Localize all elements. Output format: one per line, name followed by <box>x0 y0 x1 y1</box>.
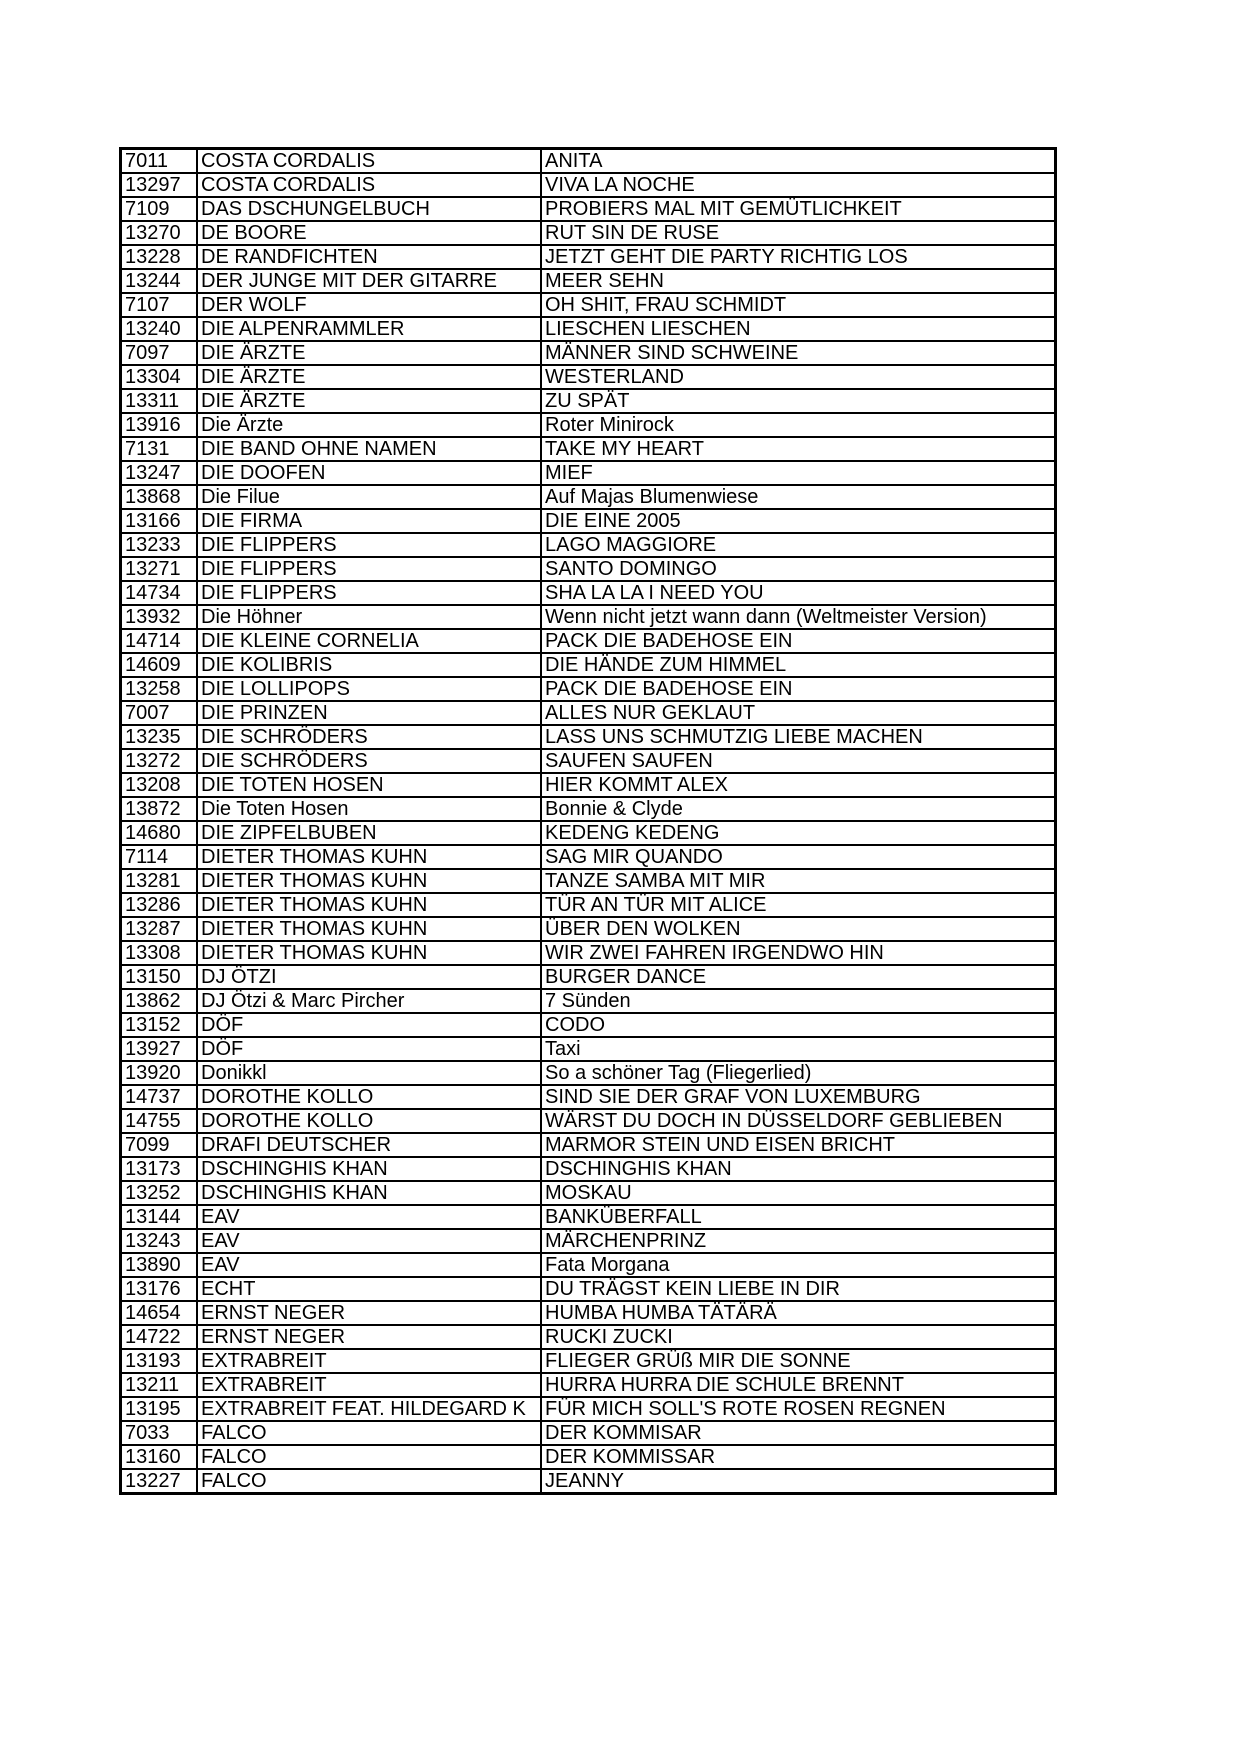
song-title-cell: DIE EINE 2005 <box>541 509 1054 533</box>
song-number-cell: 13862 <box>122 989 197 1013</box>
artist-cell: DIE KOLIBRIS <box>197 653 541 677</box>
song-number-cell: 13252 <box>122 1181 197 1205</box>
artist-cell: DIETER THOMAS KUHN <box>197 917 541 941</box>
song-title-cell: PACK DIE BADEHOSE EIN <box>541 629 1054 653</box>
song-number-cell: 7114 <box>122 845 197 869</box>
table-row <box>122 413 1054 437</box>
song-number-cell: 13304 <box>122 365 197 389</box>
song-title-cell: SHA LA LA I NEED YOU <box>541 581 1054 605</box>
table-row <box>122 893 1054 917</box>
artist-cell: DER JUNGE MIT DER GITARRE <box>197 269 541 293</box>
song-number-cell: 13872 <box>122 797 197 821</box>
table-row <box>122 1373 1054 1397</box>
table-row <box>122 1037 1054 1061</box>
artist-cell: ERNST NEGER <box>197 1325 541 1349</box>
song-title-cell: DSCHINGHIS KHAN <box>541 1157 1054 1181</box>
table-row <box>122 821 1054 845</box>
artist-cell: ERNST NEGER <box>197 1301 541 1325</box>
song-number-cell: 13193 <box>122 1349 197 1373</box>
table-row <box>122 1277 1054 1301</box>
song-title-cell: ALLES NUR GEKLAUT <box>541 701 1054 725</box>
table-row <box>122 629 1054 653</box>
table-row <box>122 605 1054 629</box>
song-number-cell: 13240 <box>122 317 197 341</box>
table-row <box>122 461 1054 485</box>
song-number-cell: 14737 <box>122 1085 197 1109</box>
song-number-cell: 7131 <box>122 437 197 461</box>
song-number-cell: 13311 <box>122 389 197 413</box>
song-number-cell: 13150 <box>122 965 197 989</box>
song-title-cell: So a schöner Tag (Fliegerlied) <box>541 1061 1054 1085</box>
song-number-cell: 14714 <box>122 629 197 653</box>
artist-cell: DIETER THOMAS KUHN <box>197 941 541 965</box>
song-number-cell: 13160 <box>122 1445 197 1469</box>
artist-cell: DIE TOTEN HOSEN <box>197 773 541 797</box>
song-list-sheet <box>119 147 1057 1495</box>
song-table <box>122 150 1054 1492</box>
table-row <box>122 1397 1054 1421</box>
song-number-cell: 13243 <box>122 1229 197 1253</box>
song-number-cell: 13144 <box>122 1205 197 1229</box>
table-row <box>122 509 1054 533</box>
table-row <box>122 1205 1054 1229</box>
table-row <box>122 269 1054 293</box>
artist-cell: DOROTHE KOLLO <box>197 1109 541 1133</box>
song-number-cell: 13271 <box>122 557 197 581</box>
artist-cell: DJ Ötzi & Marc Pircher <box>197 989 541 1013</box>
table-row <box>122 869 1054 893</box>
song-title-cell: RUCKI ZUCKI <box>541 1325 1054 1349</box>
song-title-cell: FÜR MICH SOLL'S ROTE ROSEN REGNEN <box>541 1397 1054 1421</box>
table-row <box>122 1013 1054 1037</box>
song-number-cell: 13286 <box>122 893 197 917</box>
artist-cell: DAS DSCHUNGELBUCH <box>197 197 541 221</box>
song-title-cell: WÄRST DU DOCH IN DÜSSELDORF GEBLIEBEN <box>541 1109 1054 1133</box>
table-row <box>122 941 1054 965</box>
song-number-cell: 13297 <box>122 173 197 197</box>
song-table-body <box>122 150 1054 1492</box>
song-number-cell: 13308 <box>122 941 197 965</box>
table-row <box>122 1157 1054 1181</box>
artist-cell: DIE FLIPPERS <box>197 557 541 581</box>
song-title-cell: Roter Minirock <box>541 413 1054 437</box>
song-number-cell: 7097 <box>122 341 197 365</box>
table-row <box>122 1181 1054 1205</box>
artist-cell: DSCHINGHIS KHAN <box>197 1157 541 1181</box>
artist-cell: FALCO <box>197 1445 541 1469</box>
song-number-cell: 13247 <box>122 461 197 485</box>
artist-cell: DIE ÄRZTE <box>197 365 541 389</box>
song-number-cell: 13932 <box>122 605 197 629</box>
table-row <box>122 845 1054 869</box>
table-row <box>122 1253 1054 1277</box>
table-row <box>122 1061 1054 1085</box>
artist-cell: Die Ärzte <box>197 413 541 437</box>
song-title-cell: PROBIERS MAL MIT GEMÜTLICHKEIT <box>541 197 1054 221</box>
table-row <box>122 341 1054 365</box>
table-row <box>122 1229 1054 1253</box>
song-number-cell: 13235 <box>122 725 197 749</box>
song-title-cell: DU TRÄGST KEIN LIEBE IN DIR <box>541 1277 1054 1301</box>
song-title-cell: OH SHIT, FRAU SCHMIDT <box>541 293 1054 317</box>
artist-cell: DIE KLEINE CORNELIA <box>197 629 541 653</box>
song-title-cell: Fata Morgana <box>541 1253 1054 1277</box>
song-number-cell: 13152 <box>122 1013 197 1037</box>
table-row <box>122 965 1054 989</box>
table-row <box>122 653 1054 677</box>
song-number-cell: 13920 <box>122 1061 197 1085</box>
artist-cell: DIE SCHRÖDERS <box>197 725 541 749</box>
song-number-cell: 13173 <box>122 1157 197 1181</box>
song-title-cell: PACK DIE BADEHOSE EIN <box>541 677 1054 701</box>
artist-cell: DER WOLF <box>197 293 541 317</box>
artist-cell: DIE SCHRÖDERS <box>197 749 541 773</box>
song-number-cell: 7033 <box>122 1421 197 1445</box>
artist-cell: EAV <box>197 1229 541 1253</box>
artist-cell: DIE DOOFEN <box>197 461 541 485</box>
artist-cell: DSCHINGHIS KHAN <box>197 1181 541 1205</box>
song-number-cell: 13890 <box>122 1253 197 1277</box>
artist-cell: EXTRABREIT FEAT. HILDEGARD K <box>197 1397 541 1421</box>
song-title-cell: FLIEGER GRÜß MIR DIE SONNE <box>541 1349 1054 1373</box>
artist-cell: DRAFI DEUTSCHER <box>197 1133 541 1157</box>
table-row <box>122 293 1054 317</box>
song-number-cell: 13195 <box>122 1397 197 1421</box>
artist-cell: DIE LOLLIPOPS <box>197 677 541 701</box>
table-row <box>122 1421 1054 1445</box>
table-row <box>122 389 1054 413</box>
song-title-cell: ZU SPÄT <box>541 389 1054 413</box>
artist-cell: DIE ÄRZTE <box>197 389 541 413</box>
table-row <box>122 1133 1054 1157</box>
song-title-cell: MEER SEHN <box>541 269 1054 293</box>
song-title-cell: LIESCHEN LIESCHEN <box>541 317 1054 341</box>
song-title-cell: JEANNY <box>541 1469 1054 1492</box>
table-row <box>122 581 1054 605</box>
song-number-cell: 13868 <box>122 485 197 509</box>
table-row <box>122 1445 1054 1469</box>
song-title-cell: 7 Sünden <box>541 989 1054 1013</box>
artist-cell: ECHT <box>197 1277 541 1301</box>
song-number-cell: 13166 <box>122 509 197 533</box>
song-title-cell: RUT SIN DE RUSE <box>541 221 1054 245</box>
song-title-cell: CODO <box>541 1013 1054 1037</box>
song-title-cell: DER KOMMISSAR <box>541 1445 1054 1469</box>
artist-cell: EAV <box>197 1205 541 1229</box>
song-number-cell: 13208 <box>122 773 197 797</box>
song-number-cell: 7107 <box>122 293 197 317</box>
artist-cell: DIE ALPENRAMMLER <box>197 317 541 341</box>
artist-cell: DIE FLIPPERS <box>197 581 541 605</box>
song-title-cell: TANZE SAMBA MIT MIR <box>541 869 1054 893</box>
artist-cell: DIE PRINZEN <box>197 701 541 725</box>
song-title-cell: LAGO MAGGIORE <box>541 533 1054 557</box>
song-number-cell: 14609 <box>122 653 197 677</box>
artist-cell: DIETER THOMAS KUHN <box>197 845 541 869</box>
table-row <box>122 797 1054 821</box>
song-title-cell: ANITA <box>541 150 1054 173</box>
song-title-cell: DIE HÄNDE ZUM HIMMEL <box>541 653 1054 677</box>
artist-cell: Die Höhner <box>197 605 541 629</box>
song-title-cell: KEDENG KEDENG <box>541 821 1054 845</box>
artist-cell: DIE BAND OHNE NAMEN <box>197 437 541 461</box>
song-title-cell: Bonnie & Clyde <box>541 797 1054 821</box>
song-number-cell: 13211 <box>122 1373 197 1397</box>
artist-cell: DIE ZIPFELBUBEN <box>197 821 541 845</box>
artist-cell: DIETER THOMAS KUHN <box>197 869 541 893</box>
artist-cell: DJ ÖTZI <box>197 965 541 989</box>
song-number-cell: 13244 <box>122 269 197 293</box>
table-row <box>122 989 1054 1013</box>
song-title-cell: HIER KOMMT ALEX <box>541 773 1054 797</box>
song-number-cell: 13227 <box>122 1469 197 1492</box>
song-title-cell: DER KOMMISAR <box>541 1421 1054 1445</box>
table-row <box>122 1325 1054 1349</box>
song-title-cell: HURRA HURRA DIE SCHULE BRENNT <box>541 1373 1054 1397</box>
song-title-cell: MÄRCHENPRINZ <box>541 1229 1054 1253</box>
table-row <box>122 1109 1054 1133</box>
song-title-cell: MIEF <box>541 461 1054 485</box>
table-row <box>122 557 1054 581</box>
song-number-cell: 14755 <box>122 1109 197 1133</box>
table-row <box>122 365 1054 389</box>
song-number-cell: 13272 <box>122 749 197 773</box>
artist-cell: COSTA CORDALIS <box>197 173 541 197</box>
table-row <box>122 773 1054 797</box>
song-number-cell: 7007 <box>122 701 197 725</box>
artist-cell: EAV <box>197 1253 541 1277</box>
song-number-cell: 13281 <box>122 869 197 893</box>
song-title-cell: Taxi <box>541 1037 1054 1061</box>
table-row <box>122 533 1054 557</box>
song-title-cell: ÜBER DEN WOLKEN <box>541 917 1054 941</box>
table-row <box>122 197 1054 221</box>
song-title-cell: SAUFEN SAUFEN <box>541 749 1054 773</box>
song-title-cell: SAG MIR QUANDO <box>541 845 1054 869</box>
artist-cell: DOROTHE KOLLO <box>197 1085 541 1109</box>
song-title-cell: TÜR AN TÜR MIT ALICE <box>541 893 1054 917</box>
table-row <box>122 701 1054 725</box>
song-title-cell: BURGER DANCE <box>541 965 1054 989</box>
song-number-cell: 13927 <box>122 1037 197 1061</box>
song-title-cell: SIND SIE DER GRAF VON LUXEMBURG <box>541 1085 1054 1109</box>
song-title-cell: WESTERLAND <box>541 365 1054 389</box>
song-title-cell: LASS UNS SCHMUTZIG LIEBE MACHEN <box>541 725 1054 749</box>
table-row <box>122 1469 1054 1492</box>
song-title-cell: Auf Majas Blumenwiese <box>541 485 1054 509</box>
song-title-cell: Wenn nicht jetzt wann dann (Weltmeister Version) <box>541 605 1054 629</box>
artist-cell: FALCO <box>197 1421 541 1445</box>
table-row <box>122 485 1054 509</box>
table-row <box>122 317 1054 341</box>
song-number-cell: 14722 <box>122 1325 197 1349</box>
artist-cell: DE RANDFICHTEN <box>197 245 541 269</box>
table-row <box>122 1301 1054 1325</box>
artist-cell: DIETER THOMAS KUHN <box>197 893 541 917</box>
table-row <box>122 437 1054 461</box>
artist-cell: COSTA CORDALIS <box>197 150 541 173</box>
artist-cell: DIE FIRMA <box>197 509 541 533</box>
table-row <box>122 173 1054 197</box>
artist-cell: DIE FLIPPERS <box>197 533 541 557</box>
artist-cell: Donikkl <box>197 1061 541 1085</box>
song-title-cell: HUMBA HUMBA TÄTÄRÄ <box>541 1301 1054 1325</box>
table-row <box>122 677 1054 701</box>
song-title-cell: TAKE MY HEART <box>541 437 1054 461</box>
song-number-cell: 7011 <box>122 150 197 173</box>
song-title-cell: MARMOR STEIN UND EISEN BRICHT <box>541 1133 1054 1157</box>
song-title-cell: VIVA LA NOCHE <box>541 173 1054 197</box>
artist-cell: DÖF <box>197 1037 541 1061</box>
song-number-cell: 14734 <box>122 581 197 605</box>
artist-cell: EXTRABREIT <box>197 1373 541 1397</box>
artist-cell: Die Toten Hosen <box>197 797 541 821</box>
song-number-cell: 14680 <box>122 821 197 845</box>
song-number-cell: 7099 <box>122 1133 197 1157</box>
artist-cell: Die Filue <box>197 485 541 509</box>
table-row <box>122 725 1054 749</box>
song-number-cell: 13916 <box>122 413 197 437</box>
song-number-cell: 13258 <box>122 677 197 701</box>
table-row <box>122 150 1054 173</box>
table-row <box>122 245 1054 269</box>
table-row <box>122 917 1054 941</box>
table-row <box>122 749 1054 773</box>
artist-cell: EXTRABREIT <box>197 1349 541 1373</box>
song-number-cell: 13233 <box>122 533 197 557</box>
song-number-cell: 7109 <box>122 197 197 221</box>
table-row <box>122 1085 1054 1109</box>
song-number-cell: 14654 <box>122 1301 197 1325</box>
artist-cell: DE BOORE <box>197 221 541 245</box>
song-title-cell: SANTO DOMINGO <box>541 557 1054 581</box>
song-title-cell: JETZT GEHT DIE PARTY RICHTIG LOS <box>541 245 1054 269</box>
song-number-cell: 13228 <box>122 245 197 269</box>
artist-cell: FALCO <box>197 1469 541 1492</box>
artist-cell: DIE ÄRZTE <box>197 341 541 365</box>
artist-cell: DÖF <box>197 1013 541 1037</box>
table-row <box>122 221 1054 245</box>
song-title-cell: WIR ZWEI FAHREN IRGENDWO HIN <box>541 941 1054 965</box>
song-title-cell: MÄNNER SIND SCHWEINE <box>541 341 1054 365</box>
song-title-cell: BANKÜBERFALL <box>541 1205 1054 1229</box>
song-number-cell: 13176 <box>122 1277 197 1301</box>
song-number-cell: 13270 <box>122 221 197 245</box>
table-row <box>122 1349 1054 1373</box>
song-title-cell: MOSKAU <box>541 1181 1054 1205</box>
song-number-cell: 13287 <box>122 917 197 941</box>
